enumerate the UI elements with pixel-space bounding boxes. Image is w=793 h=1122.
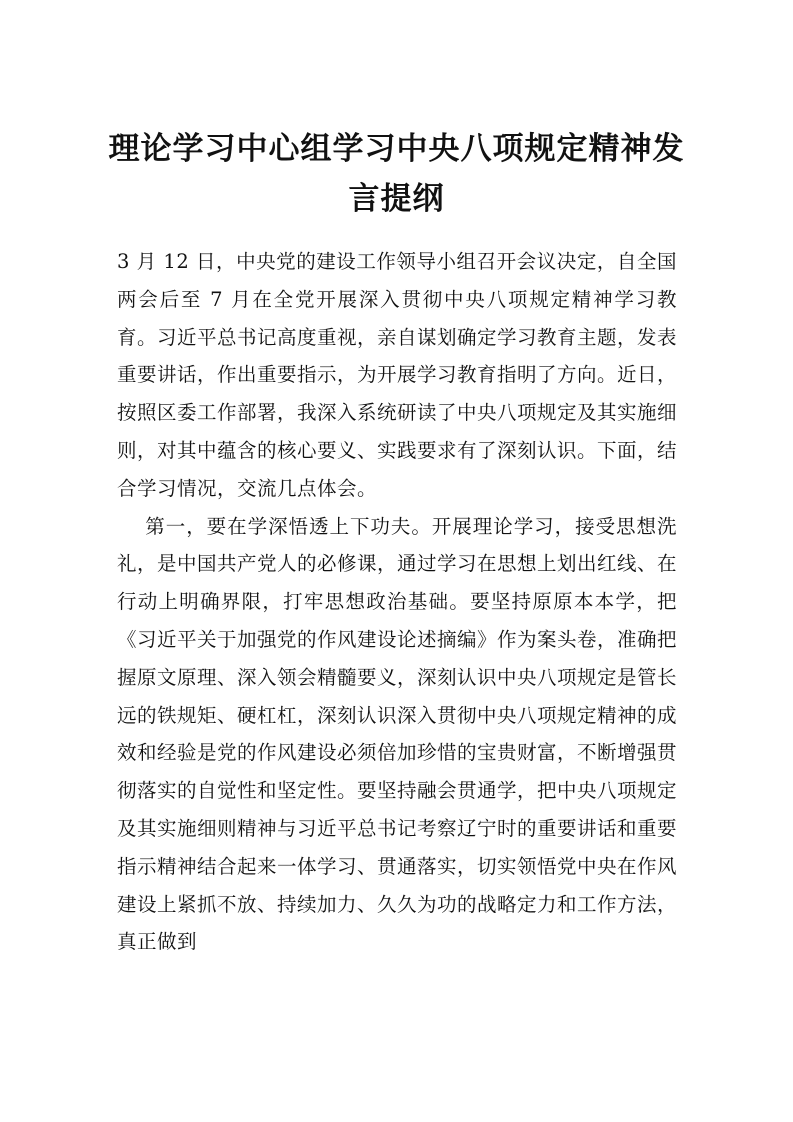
paragraph-intro: 3 月 12 日，中央党的建设工作领导小组召开会议决定，自全国两会后至 7 月在全党开展深入贯彻中央八项规定精神学习教育。习近平总书记高度重视，亲自谋划确定学习教育主题，发表重要讲话，作出重要指示，为开展学习教育指明了方向。近日，按照区委工作部署，我深入系统研读了中央八项规定及其实施细则，对其中蕴含的核心要义、实践要求有了深刻认识。下面，结合学习情况，交流几点体会。 (117, 250, 678, 500)
document-body (117, 243, 677, 961)
document-title (100, 124, 693, 224)
paragraph-point-one: 第一，要在学深悟透上下功夫。开展理论学习，接受思想洗礼，是中国共产党人的必修课，通过学习在思想上划出红线、在行动上明确界限，打牢思想政治基础。要坚持原原本本学，把《习近平关于加强党的作风建设论述摘编》作为案头卷，准确把握原文原理、深入领会精髓要义，深刻认识中央八项规定是管长远的铁规矩、硬杠杠，深刻认识深入贯彻中央八项规定精神的成效和经验是党的作风建设必须倍加珍惜的宝贵财富，不断增强贯彻落实的自觉性和坚定性。要坚持融会贯通学，把中央八项规定及其实施细则精神与习近平总书记考察辽宁时的重要讲话和重要指示精神结合起来一体学习、贯通落实，切实领悟党中央在作风建设上紧抓不放、持续加力、久久为功的战略定力和工作方法，真正做到 (117, 514, 678, 954)
title-line-2: 言提纲 (348, 181, 445, 217)
title-line-1: 理论学习中心组学习中央八项规定精神发 (108, 131, 685, 167)
